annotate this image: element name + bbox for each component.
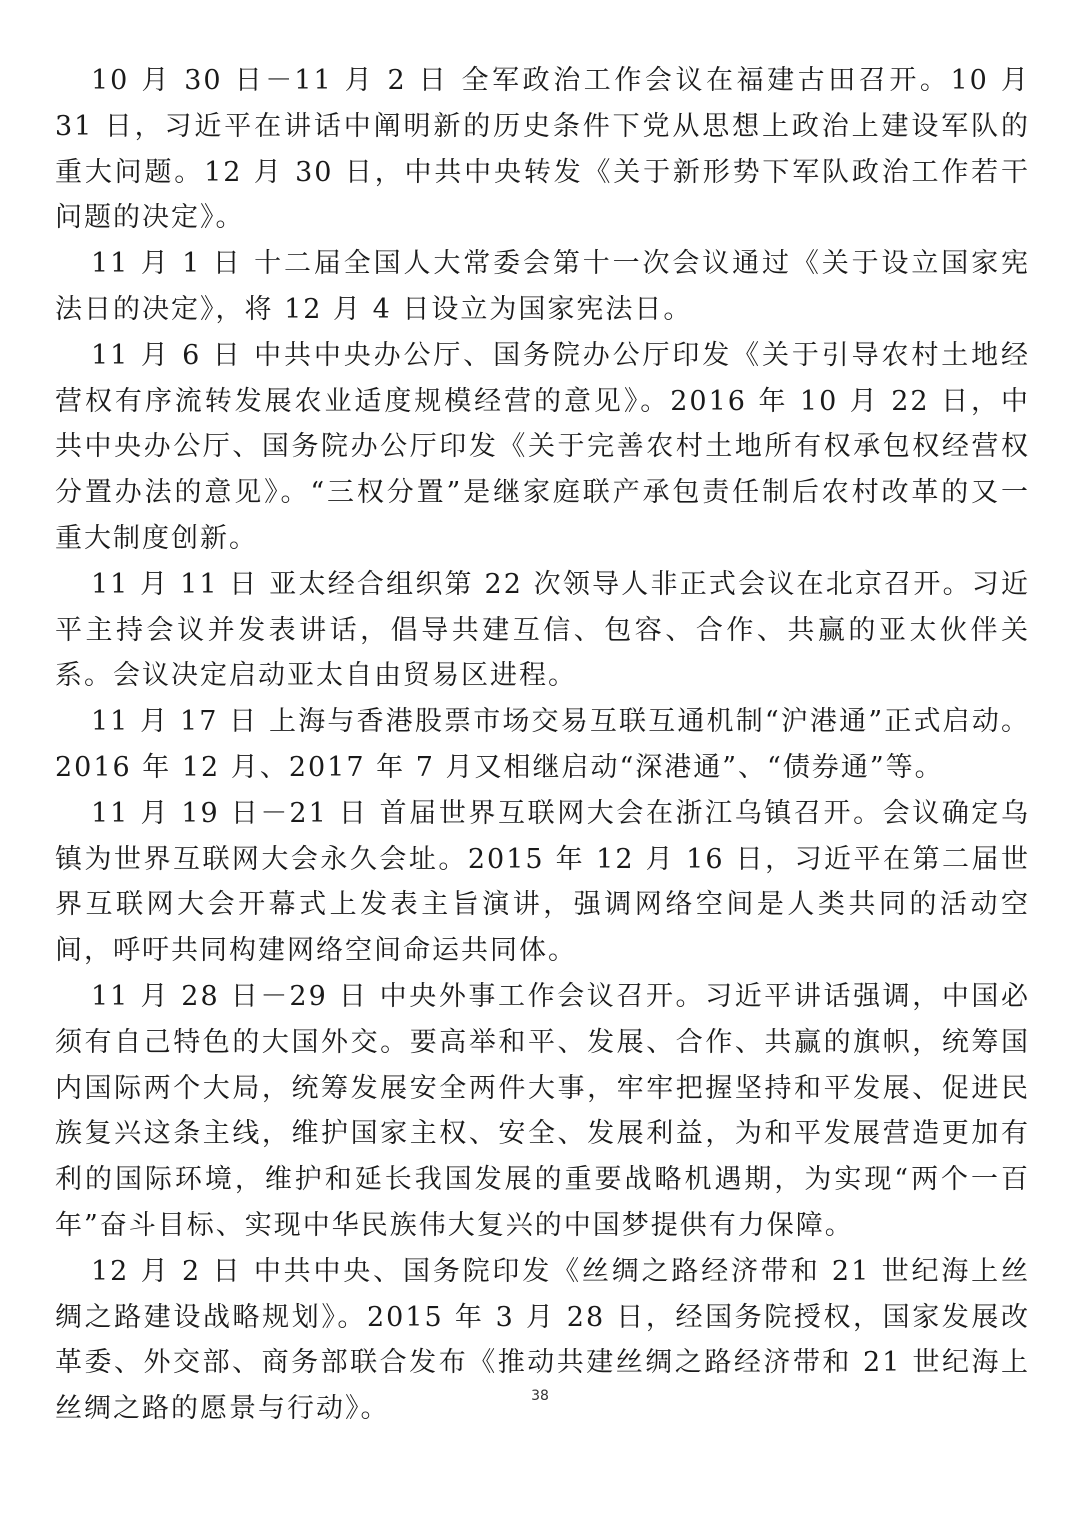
document-body: [55, 58, 1030, 1432]
page-number: 38: [531, 1388, 549, 1404]
chronology-entry-6: 11 月 19 日－21 日 首届世界互联网大会在浙江乌镇召开。会议确定乌镇为世界互联网大会永久会址。2015 年 12 月 16 日，习近平在第二届世界互联网大会开幕式上发表主旨演讲，强调网络空间是人类共同的活动空间，呼吁共同构建网络空间命运共同体。: [55, 797, 1030, 967]
chronology-entry-5: 11 月 17 日 上海与香港股票市场交易互联互通机制“沪港通”正式启动。2016 年 12 月、2017 年 7 月又相继启动“深港通”、“债券通”等。: [55, 706, 1030, 783]
chronology-entry-8: 12 月 2 日 中共中央、国务院印发《丝绸之路经济带和 21 世纪海上丝绸之路建设战略规划》。2015 年 3 月 28 日，经国务院授权，国家发展改革委、外交部、商务部联合发布《推动共建丝绸之路经济带和 21 世纪海上丝绸之路的愿景与行动》。: [55, 1255, 1030, 1425]
chronology-entry-1: 10 月 30 日－11 月 2 日 全军政治工作会议在福建古田召开。10 月 31 日，习近平在讲话中阐明新的历史条件下党从思想上政治上建设军队的重大问题。12 月 30 日，中共中央转发《关于新形势下军队政治工作若干问题的决定》。: [55, 65, 1030, 234]
chronology-entry-7: 11 月 28 日－29 日 中央外事工作会议召开。习近平讲话强调，中国必须有自己特色的大国外交。要高举和平、发展、合作、共赢的旗帜，统筹国内国际两个大局，统筹发展安全两件大事，牢牢把握坚持和平发展、促进民族复兴这条主线，维护国家主权、安全、发展利益，为和平发展营造更加有利的国际环境，维护和延长我国发展的重要战略机遇期，为实现“两个一百年”奋斗目标、实现中华民族伟大复兴的中国梦提供有力保障。: [55, 980, 1030, 1241]
chronology-entry-4: 11 月 11 日 亚太经合组织第 22 次领导人非正式会议在北京召开。习近平主持会议并发表讲话，倡导共建互信、包容、合作、共赢的亚太伙伴关系。会议决定启动亚太自由贸易区进程。: [55, 568, 1030, 692]
chronology-entry-2: 11 月 1 日 十二届全国人大常委会第十一次会议通过《关于设立国家宪法日的决定》，将 12 月 4 日设立为国家宪法日。: [55, 248, 1030, 325]
chronology-entry-3: 11 月 6 日 中共中央办公厅、国务院办公厅印发《关于引导农村土地经营权有序流转发展农业适度规模经营的意见》。2016 年 10 月 22 日，中共中央办公厅、国务院办公厅印发《关于完善农村土地所有权承包权经营权分置办法的意见》。“三权分置”是继家庭联产承包责任制后农村改革的又一重大制度创新。: [55, 339, 1030, 554]
